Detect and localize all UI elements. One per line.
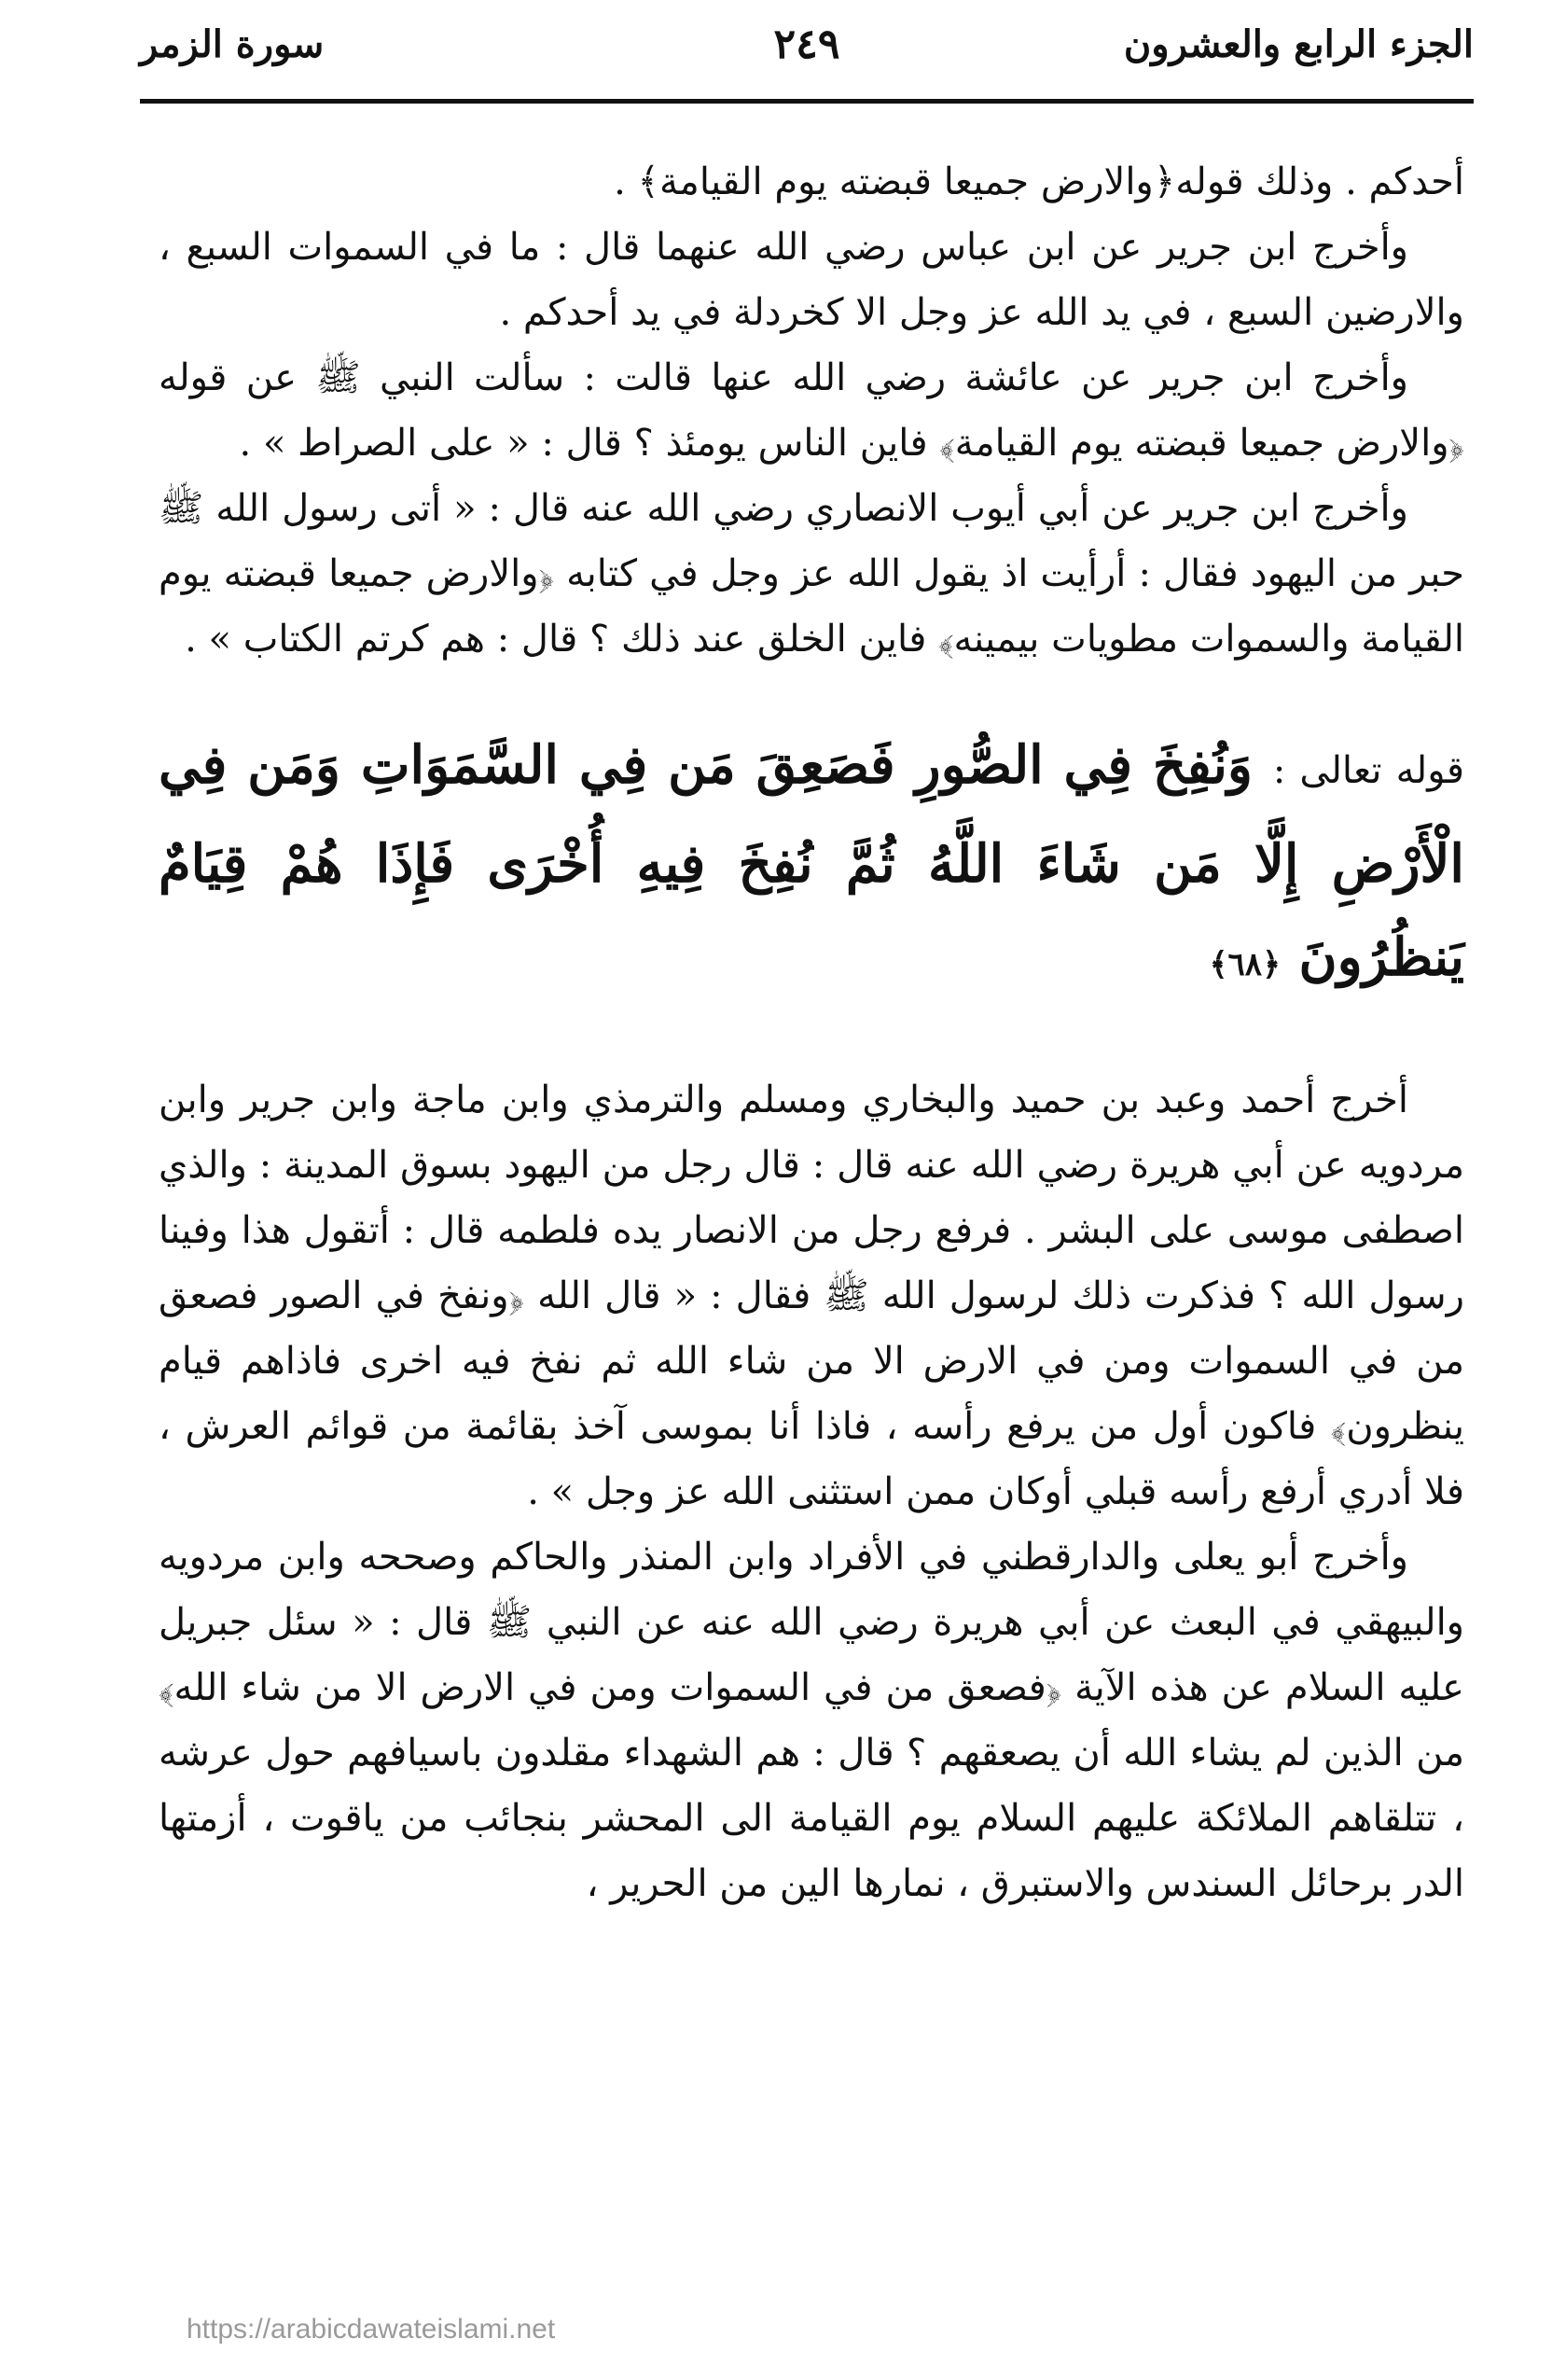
- paragraph-6: وأخرج أبو يعلى والدارقطني في الأفراد وابن المنذر والحاكم وصححه وابن مردويه والبيهقي في البعث عن أبي هريرة رضي الله عنه عن النبي ﷺ قال : « سئل جبريل عليه السلام عن هذه الآية ﴿فصعق من في السموات ومن في الارض الا من شاء الله﴾ من الذين لم يشاء الله أن يصعقهم ؟ قال : هم الشهداء مقلدون باسيافهم حول عرشه ، تتلقاهم الملائكة عليهم السلام يوم القيامة الى المحشر بنجائب من ياقوت ، أزمتها الدر برحائل السندس والاستبرق ، نمارها الين من الحرير ،: [159, 1536, 1464, 1905]
- page-number: ٢٤٩: [773, 21, 840, 68]
- paragraph-3: وأخرج ابن جرير عن عائشة رضي الله عنها قالت : سألت النبي ﷺ عن قوله ﴿والارض جميعا قبضته يوم القيامة﴾ فاين الناس يومئذ ؟ قال : « على الصراط » .: [159, 356, 1464, 465]
- paragraph-2: وأخرج ابن جرير عن ابن عباس رضي الله عنهما قال : ما في السموات السبع ، والارضين السبع ، في يد الله عز وجل الا كخردلة في يد أحدكم .: [159, 226, 1464, 334]
- watermark: https://arabicdawateislami.net: [187, 2314, 556, 2345]
- surah-title: سورة الزمر: [140, 22, 325, 66]
- paragraph-4: وأخرج ابن جرير عن أبي أيوب الانصاري رضي الله عنه قال : « أتى رسول الله ﷺ حبر من اليهود فقال : أرأيت اذ يقول الله عز وجل في كتابه ﴿والارض جميعا قبضته يوم القيامة والسموات مطويات بيمينه﴾ فاين الخلق عند ذلك ؟ قال : هم كرتم الكتاب » .: [159, 487, 1464, 661]
- part-title: الجزء الرابع والعشرون: [1123, 22, 1474, 66]
- page-header: [140, 17, 1474, 82]
- verse-lead: قوله تعالى :: [1272, 749, 1464, 792]
- paragraph-5: أخرج أحمد وعبد بن حميد والبخاري ومسلم والترمذي وابن ماجة وابن جرير وابن مردويه عن أبي هريرة رضي الله عنه قال : قال رجل من اليهود بسوق المدينة : والذي اصطفى موسى على البشر . فرفع رجل من الانصار يده فلطمه قال : أتقول هذا وفينا رسول الله ؟ فذكرت ذلك لرسول الله ﷺ فقال : « قال الله ﴿ونفخ في الصور فصعق من في السموات ومن في الارض الا من شاء الله ثم نفخ فيه اخرى فاذاهم قيام ينظرون﴾ فاكون أول من يرفع رأسه ، فاذا أنا بموسى آخذ بقائمة من قوائم العرش ، فلا أدري أرفع رأسه قبلي أوكان ممن استثنى الله عز وجل » .: [159, 1079, 1464, 1513]
- page-body: [159, 149, 1464, 1916]
- quran-verse-block: [159, 718, 1464, 1011]
- verse-text: وَنُفِخَ فِي الصُّورِ فَصَعِقَ مَن فِي السَّمَوَاتِ وَمَن فِي الْأَرْضِ إِلَّا مَن شَاءَ اللَّهُ ثُمَّ نُفِخَ فِيهِ أُخْرَى فَإِذَا هُمْ قِيَامٌ يَنظُرُونَ: [159, 734, 1464, 988]
- header-rule: [140, 99, 1474, 104]
- verse-number: ﴿٦٨﴾: [1209, 946, 1281, 983]
- paragraph-1: أحدكم . وذلك قوله﴿والارض جميعا قبضته يوم القيامة﴾ .: [614, 160, 1464, 203]
